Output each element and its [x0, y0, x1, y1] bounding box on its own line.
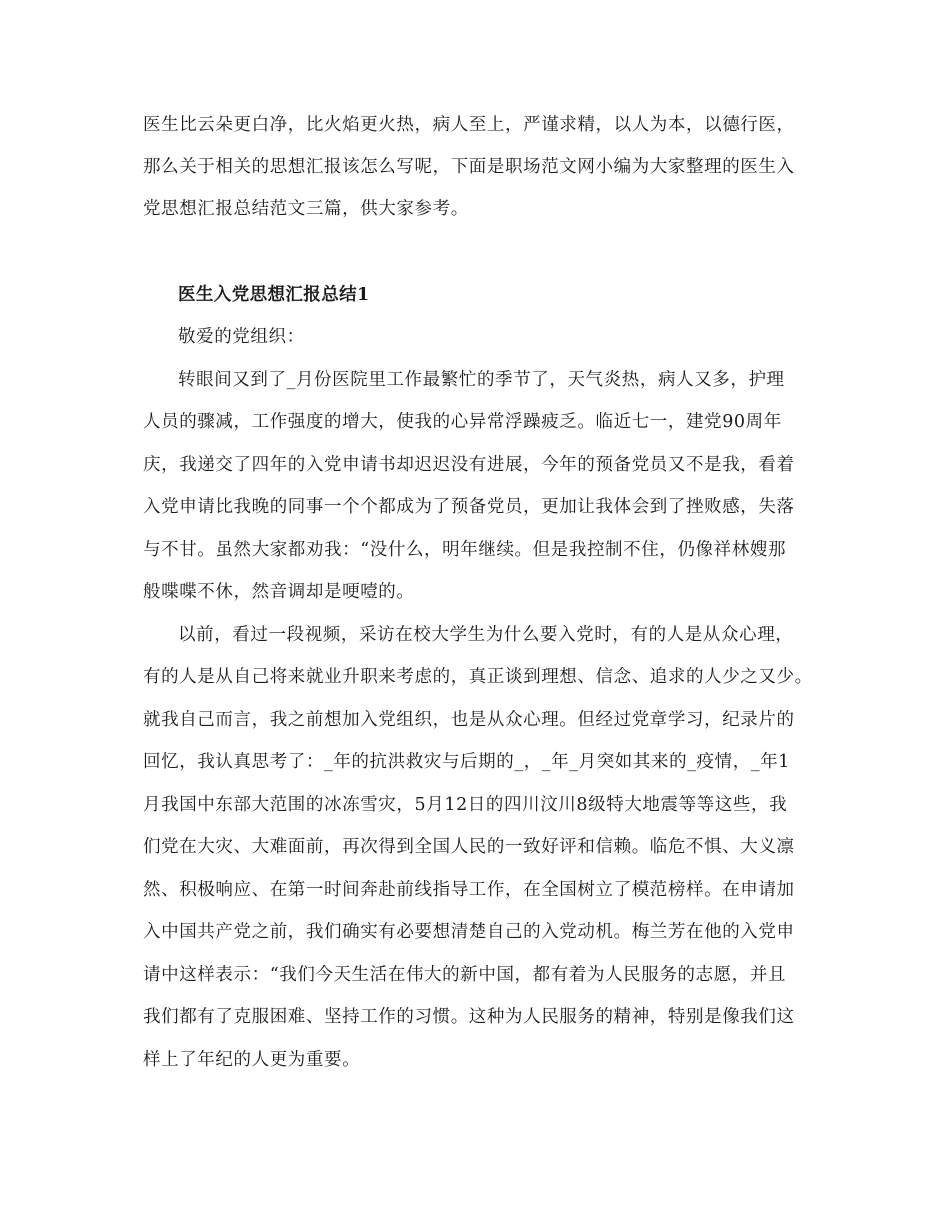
- paragraph2-line-11: 样上了年纪的人更为重要。: [143, 1050, 361, 1070]
- salutation: 敬爱的党组织：: [178, 327, 305, 347]
- paragraph2-line-5: 月我国中东部大范围的冰冻雪灾，5月12日的四川汶川8级特大地震等等这些，我: [143, 795, 788, 815]
- section-heading: 医生入党思想汇报总结1: [178, 285, 370, 305]
- paragraph2-line-8: 入中国共产党之前，我们确实有必要想清楚自己的入党动机。梅兰芳在他的入党申: [143, 922, 795, 942]
- paragraph2-line-7: 然、积极响应、在第一时间奔赴前线指导工作，在全国树立了模范榜样。在申请加: [143, 880, 795, 900]
- paragraph2-line-6: 们党在大灾、大难面前，再次得到全国人民的一致好评和信赖。临危不惧、大义凛: [143, 837, 795, 857]
- paragraph2-line-4: 回忆，我认真思考了：_年的抗洪救灾与后期的_，_年_月突如其来的_疫情，_年1: [143, 752, 791, 772]
- intro-line-1: 医生比云朵更白净，比火焰更火热，病人至上，严谨求精，以人为本，以德行医，: [143, 115, 795, 135]
- intro-line-3: 党思想汇报总结范文三篇，供大家参考。: [143, 199, 469, 219]
- paragraph2-line-2: 有的人是从自己将来就业升职来考虑的，真正谈到理想、信念、追求的人少之又少。: [143, 667, 813, 687]
- paragraph1-line-5: 与不甘。虽然大家都劝我：“没什么，明年继续。但是我控制不住，仍像祥林嫂那: [143, 540, 787, 560]
- paragraph2-line-9: 请中这样表示：“我们今天生活在伟大的新中国，都有着为人民服务的志愿，并且: [143, 965, 787, 985]
- paragraph1-line-4: 入党申请比我晚的同事一个个都成为了预备党员，更加让我体会到了挫败感，失落: [143, 497, 795, 517]
- paragraph1-line-2: 人员的骤减，工作强度的增大，使我的心异常浮躁疲乏。临近七一，建党90周年: [143, 412, 782, 432]
- paragraph2-line-10: 我们都有了克服困难、坚持工作的习惯。这种为人民服务的精神，特别是像我们这: [143, 1007, 795, 1027]
- paragraph2-line-3: 就我自己而言，我之前想加入党组织，也是从众心理。但经过党章学习，纪录片的: [143, 710, 795, 730]
- paragraph1-line-6: 般喋喋不休，然音调却是哽噎的。: [143, 582, 415, 602]
- paragraph2-line-1: 以前，看过一段视频，采访在校大学生为什么要入党时，有的人是从众心理，: [178, 625, 794, 645]
- intro-line-2: 那么关于相关的思想汇报该怎么写呢，下面是职场范文网小编为大家整理的医生入: [143, 157, 795, 177]
- paragraph1-line-3: 庆，我递交了四年的入党申请书却迟迟没有进展，今年的预备党员又不是我，看着: [143, 455, 795, 475]
- paragraph1-line-1: 转眼间又到了_月份医院里工作最繁忙的季节了，天气炎热，病人又多，护理: [178, 370, 785, 390]
